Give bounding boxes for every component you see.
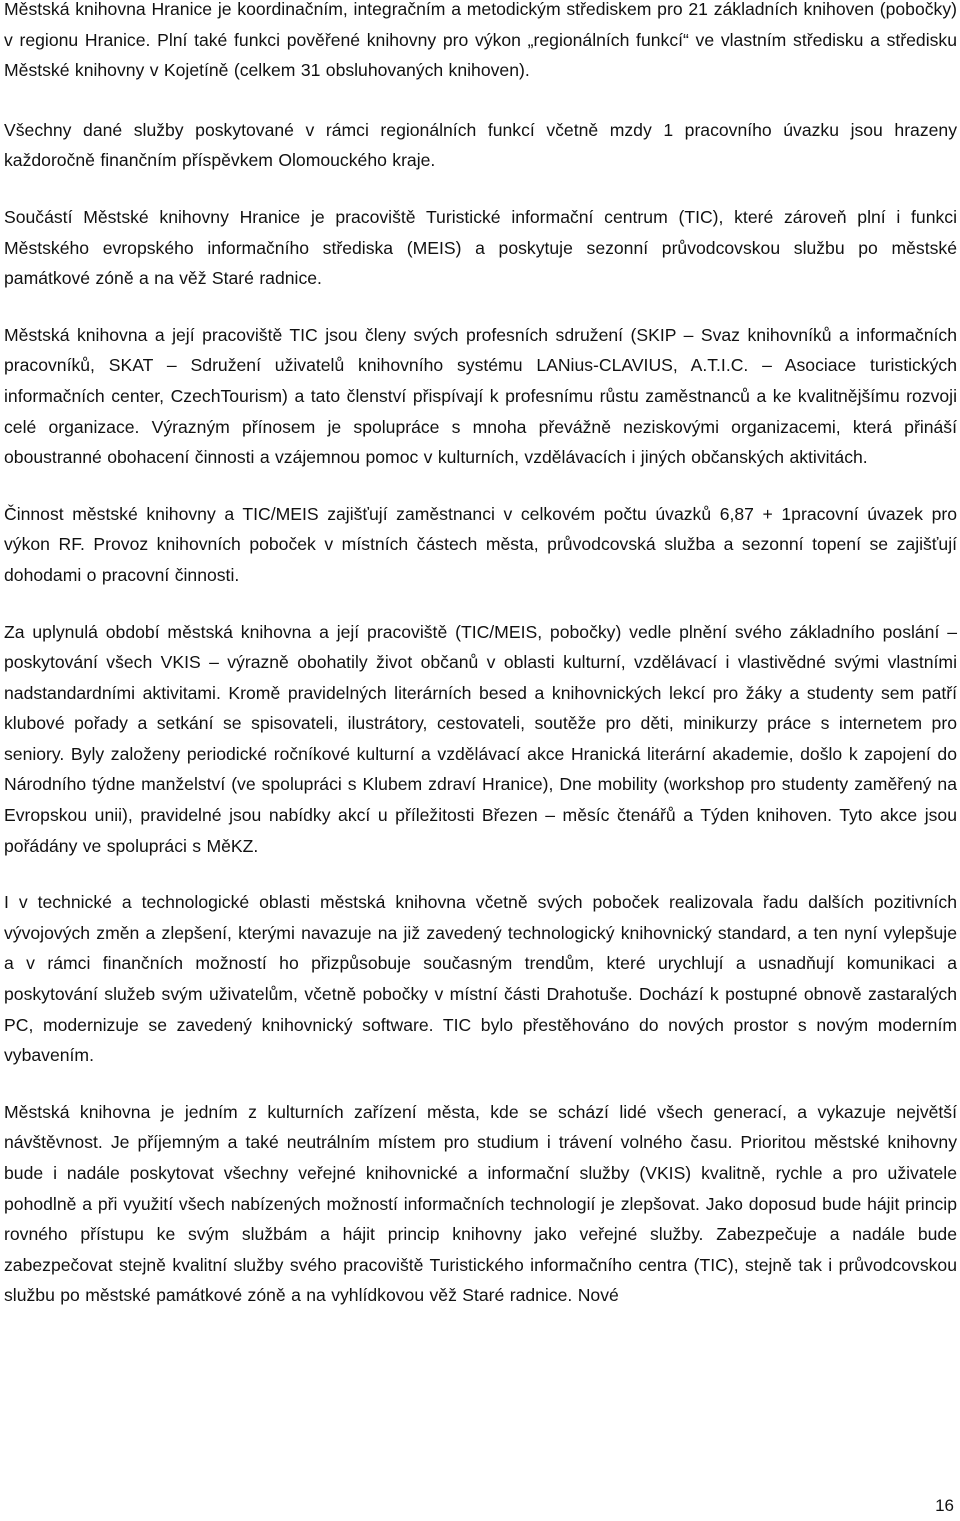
paragraph-regional-center: Městská knihovna Hranice je koordinačním, integračním a metodickým střediskem pro 21 základních knihoven (pobočky) v regionu Hranice. Plní také funkci pověřené knihovny pro výkon „regionálních funkcí“ ve vlastním středisku a středisku Městské knihovny v Kojetíně (celkem 31 obsluhovaných knihoven).: [4, 0, 957, 81]
page-number: 16: [935, 1496, 954, 1515]
paragraph-priorities: Městská knihovna je jedním z kulturních zařízení města, kde se schází lidé všech generací, a vykazuje největší návštěvnost. Je příjemným a také neutrálním místem pro studium i trávení volného času. Prioritou městské knihovny bude i nadále poskytovat všechny veřejné knihovnické a informační služby (VKIS) kvalitně, rychle a pro uživatele pohodlně a při využití všech nabízených možností informačních technologií je zlepšovat. Jako doposud bude hájit princip rovného přístupu ke svým službám a hájit princip knihovny jako veřejné služby. Zabezpečuje a nadále bude zabezpečovat stejně kvalitní služby svého pracoviště Turistického informačního centra (TIC), stejně tak i průvodcovskou službu po městské památkové zóně a na vyhlídkovou věž Staré radnice. Nové: [4, 1101, 957, 1306]
paragraph-funding: Všechny dané služby poskytované v rámci regionálních funkcí včetně mzdy 1 pracovního úvazku jsou hrazeny každoročně finančním příspěvkem Olomouckého kraje.: [4, 119, 957, 171]
body-text: [4, 0, 957, 1337]
paragraph-tic: Součástí Městské knihovny Hranice je pracoviště Turistické informační centrum (TIC), které zároveň plní i funkci Městského evropského informačního střediska (MEIS) a poskytuje sezonní průvodcovskou službu po městské památkové zóně a na věž Staré radnice.: [4, 206, 957, 289]
paragraph-technology: I v technické a technologické oblasti městská knihovna včetně svých poboček realizovala řadu dalších pozitivních vývojových změn a zlepšení, kterými navazuje na již zavedený technologický knihovnický standard, a ten nyní vylepšuje a v rámci finančních možností ho přizpůsobuje současným trendům, které urychlují a usnadňují komunikaci a poskytování služeb svým uživatelům, včetně pobočky v místní části Drahotuše. Dochází k postupné obnově zastaralých PC, modernizuje se zavedený knihovnický software. TIC bylo přestěhováno do nových prostor s novým moderním vybavením.: [4, 892, 957, 1066]
paragraph-memberships: Městská knihovna a její pracoviště TIC jsou členy svých profesních sdružení (SKIP – Svaz knihovníků a informačních pracovníků, SKAT – Sdružení uživatelů knihovního systému LANius-CLAVIUS, A.T.I.C. – Asociace turistických informačních center, CzechTourism) a tato členství přispívají k profesnímu růstu zaměstnanců a ke kvalitnějšímu rozvoji celé organizace. Výrazným přínosem je spolupráce s mnoha převážně neziskovými organizacemi, která přináší oboustranné obohacení činnosti a vzájemnou pomoc v kulturních, vzdělávacích i jiných občanských aktivitách.: [4, 324, 957, 468]
paragraph-staff: Činnost městské knihovny a TIC/MEIS zajišťují zaměstnanci v celkovém počtu úvazků 6,87 + 1pracovní úvazek pro výkon RF. Provoz knihovních poboček v místních částech města, průvodcovská služba a sezonní topení se zajišťují dohodami o pracovní činnosti.: [4, 503, 957, 585]
paragraph-activities: Za uplynulá období městská knihovna a její pracoviště (TIC/MEIS, pobočky) vedle plnění svého základního poslání – poskytování všech VKIS – výrazně obohatily život občanů v oblasti kulturní, vzdělávací i vlastivědné svými vlastními nadstandardními aktivitami. Kromě pravidelných literárních besed a knihovnických lekcí pro žáky a studenty sem patří klubové pořady a setkání se spisovateli, ilustrátory, cestovateli, soutěže pro děti, minikurzy práce s internetem pro seniory. Byly založeny periodické ročníkové kulturní a vzdělávací akce Hranická literární akademie, došlo k zapojení do Národního týdne manželství (ve spolupráci s Klubem zdraví Hranice), Dne mobility (workshop pro studenty zaměřený na Evropskou unii), pravidelné jsou nabídky akcí u příležitosti Březen – měsíc čtenářů a Týden knihoven. Tyto akce jsou pořádány ve spolupráci s MěKZ.: [4, 621, 957, 856]
